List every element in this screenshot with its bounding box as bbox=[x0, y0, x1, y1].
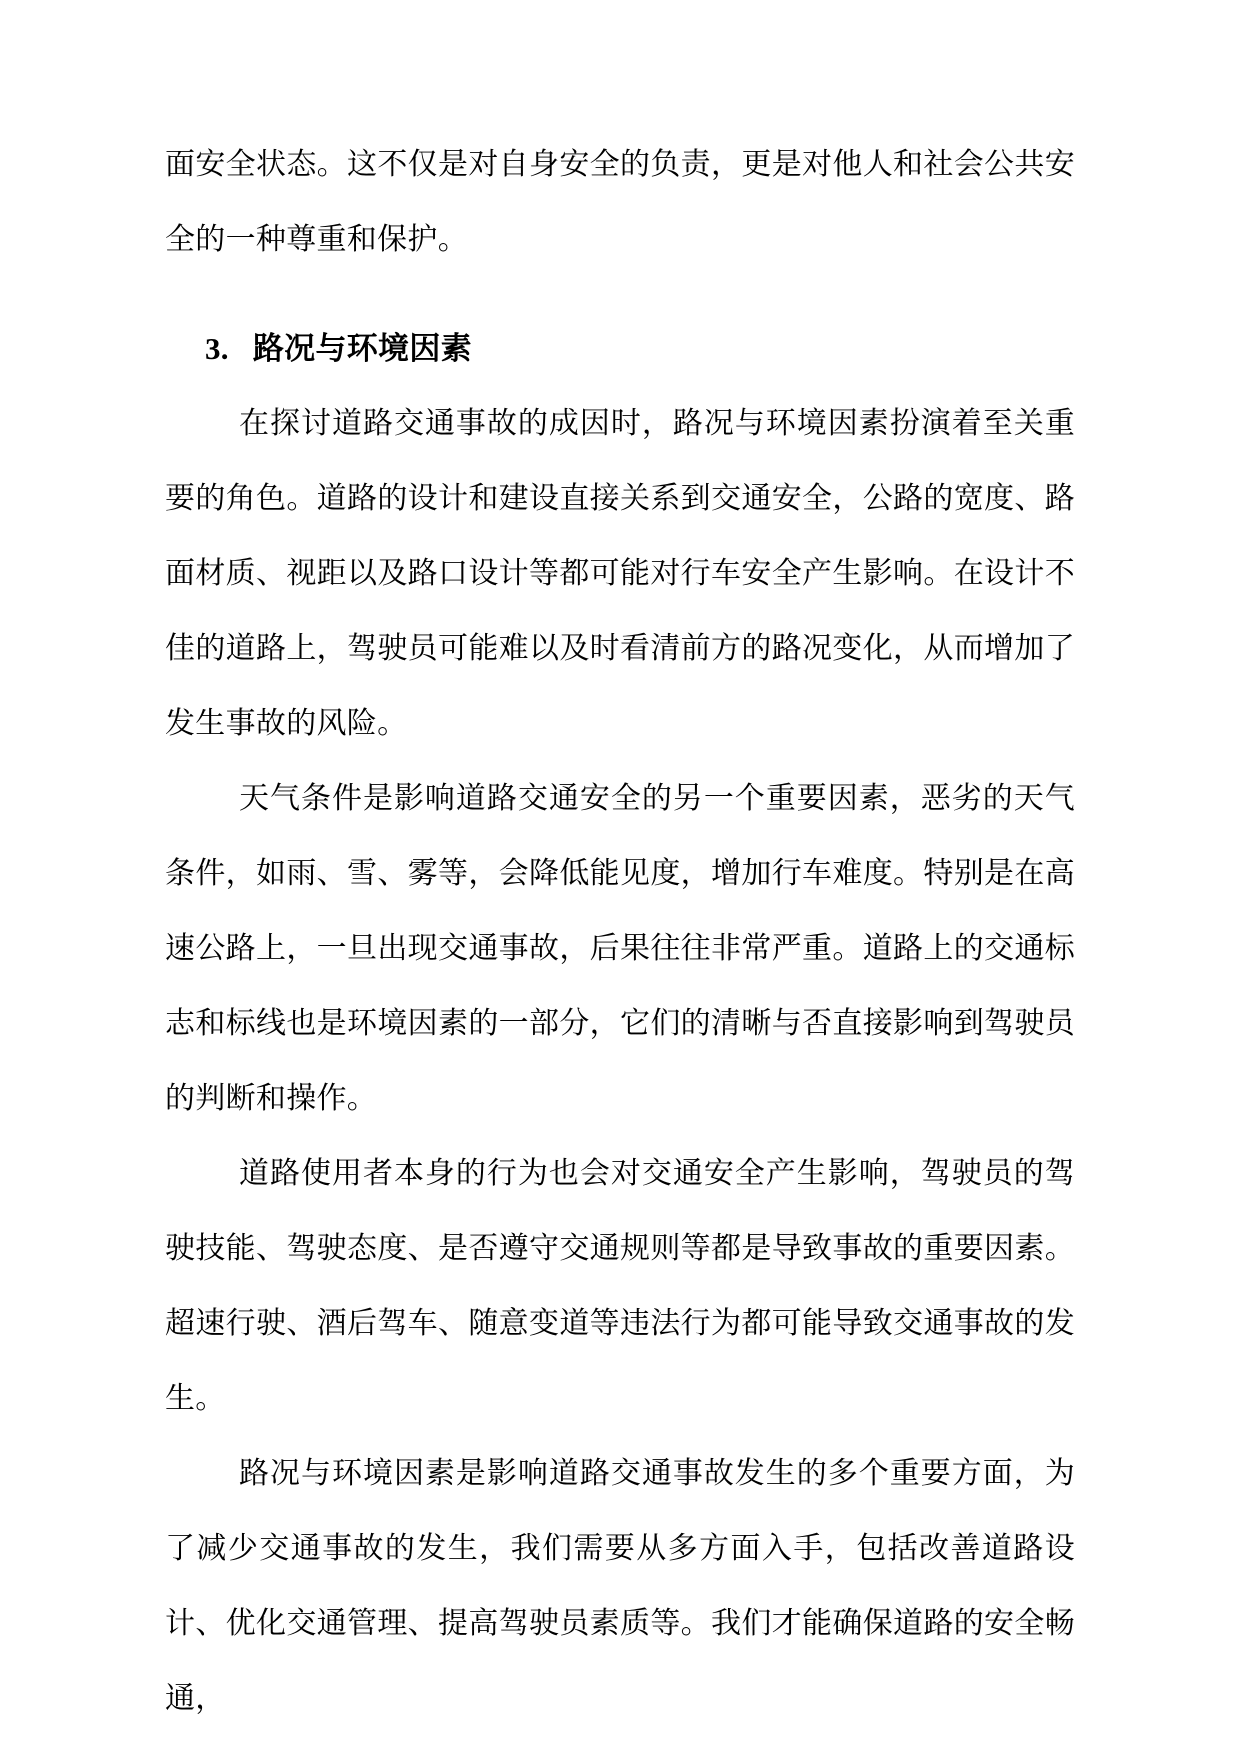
document-body bbox=[165, 127, 1075, 1736]
section-heading bbox=[165, 311, 1075, 386]
paragraph-summary: 路况与环境因素是影响道路交通事故发生的多个重要方面，为了减少交通事故的发生，我们需要从多方面入手，包括改善道路设计、优化交通管理、提高驾驶员素质等。我们才能确保道路的安全畅通， bbox=[165, 1457, 1075, 1715]
section-heading-number: 3. bbox=[205, 331, 229, 366]
paragraph-road-design: 在探讨道路交通事故的成因时，路况与环境因素扮演着至关重要的角色。道路的设计和建设直接关系到交通安全，公路的宽度、路面材质、视距以及路口设计等都可能对行车安全产生影响。在设计不佳的道路上，驾驶员可能难以及时看清前方的路况变化，从而增加了发生事故的风险。 bbox=[165, 407, 1075, 740]
paragraph-road-user-behavior: 道路使用者本身的行为也会对交通安全产生影响，驾驶员的驾驶技能、驾驶态度、是否遵守交通规则等都是导致事故的重要因素。超速行驶、酒后驾车、随意变道等违法行为都可能导致交通事故的发生。 bbox=[165, 1157, 1075, 1415]
paragraph-continuation: 面安全状态。这不仅是对自身安全的负责，更是对他人和社会公共安全的一种尊重和保护。 bbox=[165, 148, 1075, 256]
paragraph-weather-conditions: 天气条件是影响道路交通安全的另一个重要因素，恶劣的天气条件，如雨、雪、雾等，会降低能见度，增加行车难度。特别是在高速公路上，一旦出现交通事故，后果往往非常严重。道路上的交通标志和标线也是环境因素的一部分，它们的清晰与否直接影响到驾驶员的判断和操作。 bbox=[165, 782, 1075, 1115]
section-heading-title: 路况与环境因素 bbox=[252, 331, 472, 366]
